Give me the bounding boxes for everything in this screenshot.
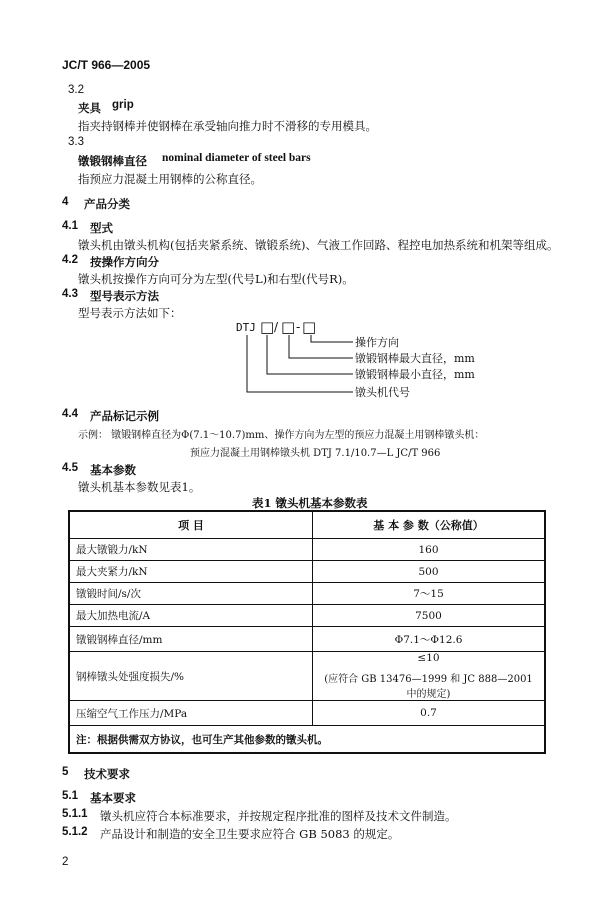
- term-definition: 指预应力混凝土用钢棒的公称直径。: [78, 172, 262, 186]
- section-number: 4.1: [62, 220, 78, 232]
- term-cn: 镦锻钢棒直径: [78, 154, 147, 168]
- table-row: [69, 652, 545, 701]
- section-title: 产品标记示例: [90, 409, 159, 423]
- section-title: 按操作方向分: [90, 255, 159, 269]
- section-title: 基本参数: [90, 463, 136, 477]
- param-value-main: ≤10: [417, 652, 440, 664]
- diagram-code: DTJ: [236, 321, 256, 334]
- param-value-note: (应符合 GB 13476—1999 和 JC 888—2001 中的规定): [324, 674, 533, 700]
- section-title: 产品分类: [84, 197, 130, 211]
- term-cn: 夹具: [78, 101, 101, 115]
- diagram-box-min: □: [260, 318, 275, 336]
- section-number: 5.1.2: [62, 826, 88, 838]
- model-code-diagram: [220, 314, 520, 404]
- param-name: 压缩空气工作压力/MPa: [69, 701, 313, 726]
- diagram-label-max: 镦锻钢棒最大直径，mm: [355, 352, 475, 365]
- table-row: [69, 583, 545, 605]
- paragraph: 镦头机基本参数见表1。: [78, 480, 201, 494]
- table-row: [69, 627, 545, 652]
- parameter-table: [68, 510, 546, 754]
- table-caption: 表1 镦头机基本参数表: [252, 496, 368, 510]
- param-value: 7～15: [313, 583, 546, 605]
- section-number: 4: [62, 196, 69, 208]
- section-number: 5.1: [62, 790, 78, 802]
- paragraph: 产品设计和制造的安全卫生要求应符合 GB 5083 的规定。: [100, 827, 400, 841]
- table-row: [69, 701, 545, 726]
- example-mark: 预应力混凝土用钢棒镦头机 DTJ 7.1/10.7—L JC/T 966: [190, 448, 441, 459]
- section-number: 4.3: [62, 288, 78, 300]
- param-name: 最大夹紧力/kN: [69, 561, 313, 583]
- standard-code: JC/T 966—2005: [62, 58, 151, 72]
- table-row: [69, 605, 545, 627]
- paragraph: 型号表示方法如下：: [78, 306, 182, 320]
- paragraph: 镦头机由镦头机构(包括夹紧系统、镦锻系统)、气液工作回路、程控电加热系统和机架等组成。: [78, 238, 559, 252]
- diagram-box-dir: □: [302, 318, 317, 336]
- param-value: 0.7: [313, 701, 546, 726]
- section-number: 4.2: [62, 254, 78, 266]
- param-name: 镦锻时间/s/次: [69, 583, 313, 605]
- param-value: [313, 652, 546, 701]
- section-number: 4.5: [62, 462, 78, 474]
- section-number: 3.2: [68, 84, 84, 96]
- table-note: 注：根据供需双方协议，也可生产其他参数的镦头机。: [69, 726, 545, 754]
- param-name: 钢棒镦头处强度损失/%: [69, 652, 313, 701]
- diagram-label-min: 镦锻钢棒最小直径，mm: [355, 368, 475, 381]
- paragraph: 镦头机按操作方向可分为左型(代号L)和右型(代号R)。: [78, 272, 354, 286]
- section-title: 型式: [90, 221, 113, 235]
- section-number: 3.3: [68, 136, 84, 148]
- term-definition: 指夹持钢棒并使钢棒在承受轴向推力时不滑移的专用模具。: [78, 119, 377, 133]
- param-name: 最大镦锻力/kN: [69, 539, 313, 561]
- diagram-slash: /: [274, 320, 279, 334]
- column-header: 项 目: [69, 511, 313, 539]
- section-title: 型号表示方法: [90, 289, 159, 303]
- param-name: 镦锻钢棒直径/mm: [69, 627, 313, 652]
- param-value: 7500: [313, 605, 546, 627]
- section-number: 4.4: [62, 408, 78, 420]
- table-header-row: [69, 511, 545, 539]
- paragraph: 镦头机应符合本标准要求，并按规定程序批准的图样及技术文件制造。: [100, 809, 457, 823]
- section-number: 5.1.1: [62, 808, 88, 820]
- table-note-row: [69, 726, 545, 754]
- section-number: 5: [62, 766, 69, 778]
- example-text: 示例： 镦锻钢棒直径为Φ(7.1～10.7)mm、操作方向为左型的预应力混凝土用钢棒镦头机：: [78, 430, 485, 441]
- diagram-dash: -: [296, 320, 301, 334]
- section-title: 技术要求: [84, 767, 130, 781]
- diagram-label-code: 镦头机代号: [355, 386, 410, 399]
- param-value: 160: [313, 539, 546, 561]
- term-en: nominal diameter of steel bars: [162, 152, 311, 164]
- table-row: [69, 539, 545, 561]
- diagram-label-direction: 操作方向: [355, 336, 399, 349]
- param-name: 最大加热电流/A: [69, 605, 313, 627]
- term-en: grip: [112, 99, 134, 111]
- table-row: [69, 561, 545, 583]
- section-title: 基本要求: [90, 791, 136, 805]
- diagram-box-max: □: [281, 318, 296, 336]
- param-value: 500: [313, 561, 546, 583]
- page-number: 2: [62, 856, 69, 868]
- column-header: 基 本 参 数（公称值）: [313, 511, 546, 539]
- param-value: Φ7.1～Φ12.6: [313, 627, 546, 652]
